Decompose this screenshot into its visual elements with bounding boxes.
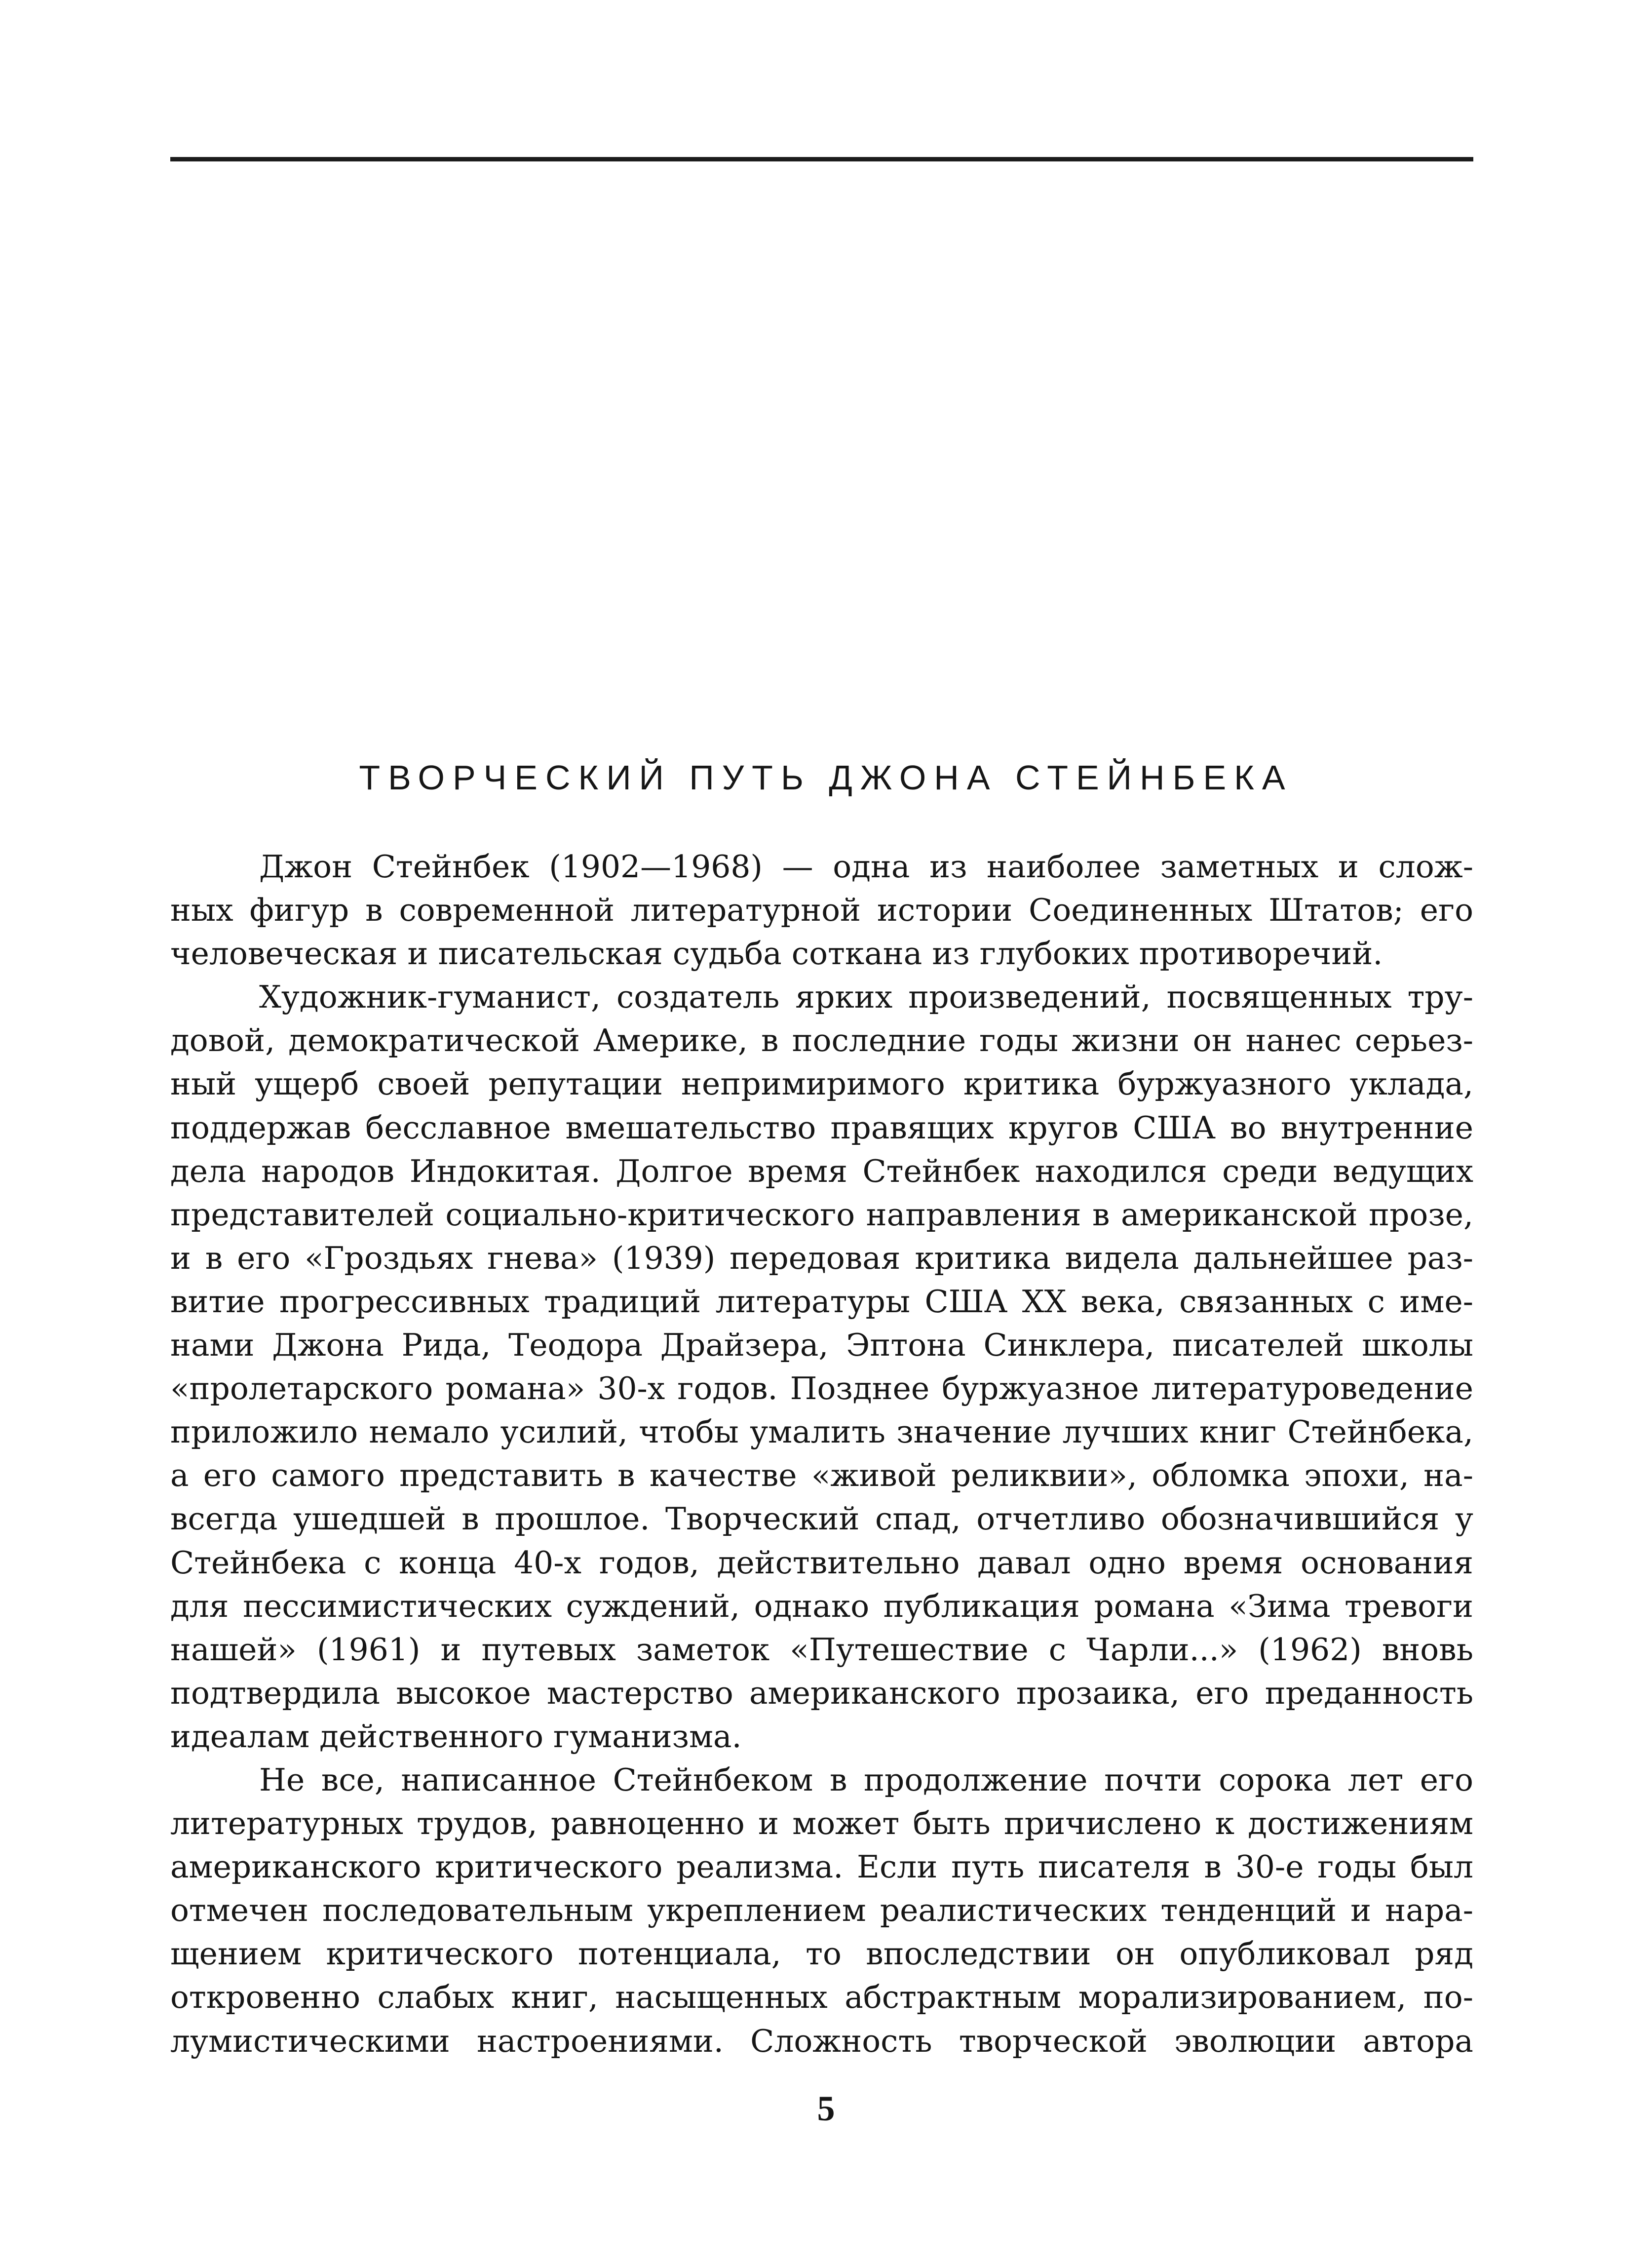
text-line: «пролетарского романа» 30-х годов. Позднее буржуазное литературоведение bbox=[170, 1370, 1473, 1407]
chapter-title: ТВОРЧЕСКИЙ ПУТЬ ДЖОНА СТЕЙНБЕКА bbox=[359, 758, 1293, 797]
text-line: ный ущерб своей репутации непримиримого критика буржуазного уклада, bbox=[170, 1066, 1473, 1102]
text-line: довой, демократической Америке, в последние годы жизни он нанес серьез- bbox=[170, 1022, 1473, 1059]
text-line: Не все, написанное Стейнбеком в продолжение почти сорока лет его bbox=[259, 1761, 1473, 1798]
text-line: отмечен последовательным укреплением реалистических тенденций и нара- bbox=[170, 1892, 1473, 1929]
text-line: всегда ушедшей в прошлое. Творческий спад, отчетливо обозначившийся у bbox=[170, 1501, 1473, 1537]
paragraph-1 bbox=[170, 845, 1473, 976]
text-line: подтвердила высокое мастерство американского прозаика, его преданность bbox=[170, 1675, 1473, 1711]
page-number: 5 bbox=[817, 2089, 835, 2128]
text-line: и в его «Гроздьях гнева» (1939) передовая критика видела дальнейшее раз- bbox=[170, 1240, 1473, 1276]
text-line: Художник-гуманист, создатель ярких произведений, посвященных тру- bbox=[259, 979, 1473, 1015]
top-rule bbox=[170, 157, 1473, 161]
text-line: для пессимистических суждений, однако публикация романа «Зима тревоги bbox=[170, 1588, 1473, 1624]
paragraph-2 bbox=[170, 976, 1473, 1758]
text-line: приложило немало усилий, чтобы умалить значение лучших книг Стейнбека, bbox=[170, 1414, 1473, 1450]
text-line: ных фигур в современной литературной истории Соединенных Штатов; его bbox=[170, 892, 1473, 929]
text-line: Джон Стейнбек (1902—1968) — одна из наиболее заметных и слож- bbox=[259, 849, 1473, 885]
text-line: Стейнбека с конца 40-х годов, действительно давал одно время основания bbox=[170, 1544, 1473, 1581]
text-line: литературных трудов, равноценно и может быть причислено к достижениям bbox=[170, 1805, 1473, 1842]
text-line: нами Джона Рида, Теодора Драйзера, Эптона Синклера, писателей школы bbox=[170, 1327, 1473, 1364]
text-line: откровенно слабых книг, насыщенных абстрактным морализированием, по- bbox=[170, 1979, 1473, 2016]
text-line: человеческая и писательская судьба соткана из глубоких противоречий. bbox=[170, 936, 1383, 972]
text-line: щением критического потенциала, то впоследствии он опубликовал ряд bbox=[170, 1936, 1473, 1972]
paragraph-3 bbox=[170, 1758, 1473, 2063]
text-line: поддержав бесславное вмешательство правящих кругов США во внутренние bbox=[170, 1109, 1473, 1146]
text-line: витие прогрессивных традиций литературы США XX века, связанных с име- bbox=[170, 1283, 1473, 1320]
text-line: нашей» (1961) и путевых заметок «Путешествие с Чарли...» (1962) вновь bbox=[170, 1631, 1473, 1668]
text-line: американского критического реализма. Если путь писателя в 30-е годы был bbox=[170, 1849, 1473, 1885]
body-text bbox=[170, 845, 1473, 2063]
text-line: представителей социально-критического направления в американской прозе, bbox=[170, 1196, 1473, 1233]
text-line: дела народов Индокитая. Долгое время Стейнбек находился среди ведущих bbox=[170, 1153, 1473, 1189]
text-line: а его самого представить в качестве «живой реликвии», обломка эпохи, на- bbox=[170, 1457, 1473, 1494]
text-line: лумистическими настроениями. Сложность творческой эволюции автора bbox=[170, 2023, 1473, 2059]
text-line: идеалам действенного гуманизма. bbox=[170, 1718, 742, 1755]
